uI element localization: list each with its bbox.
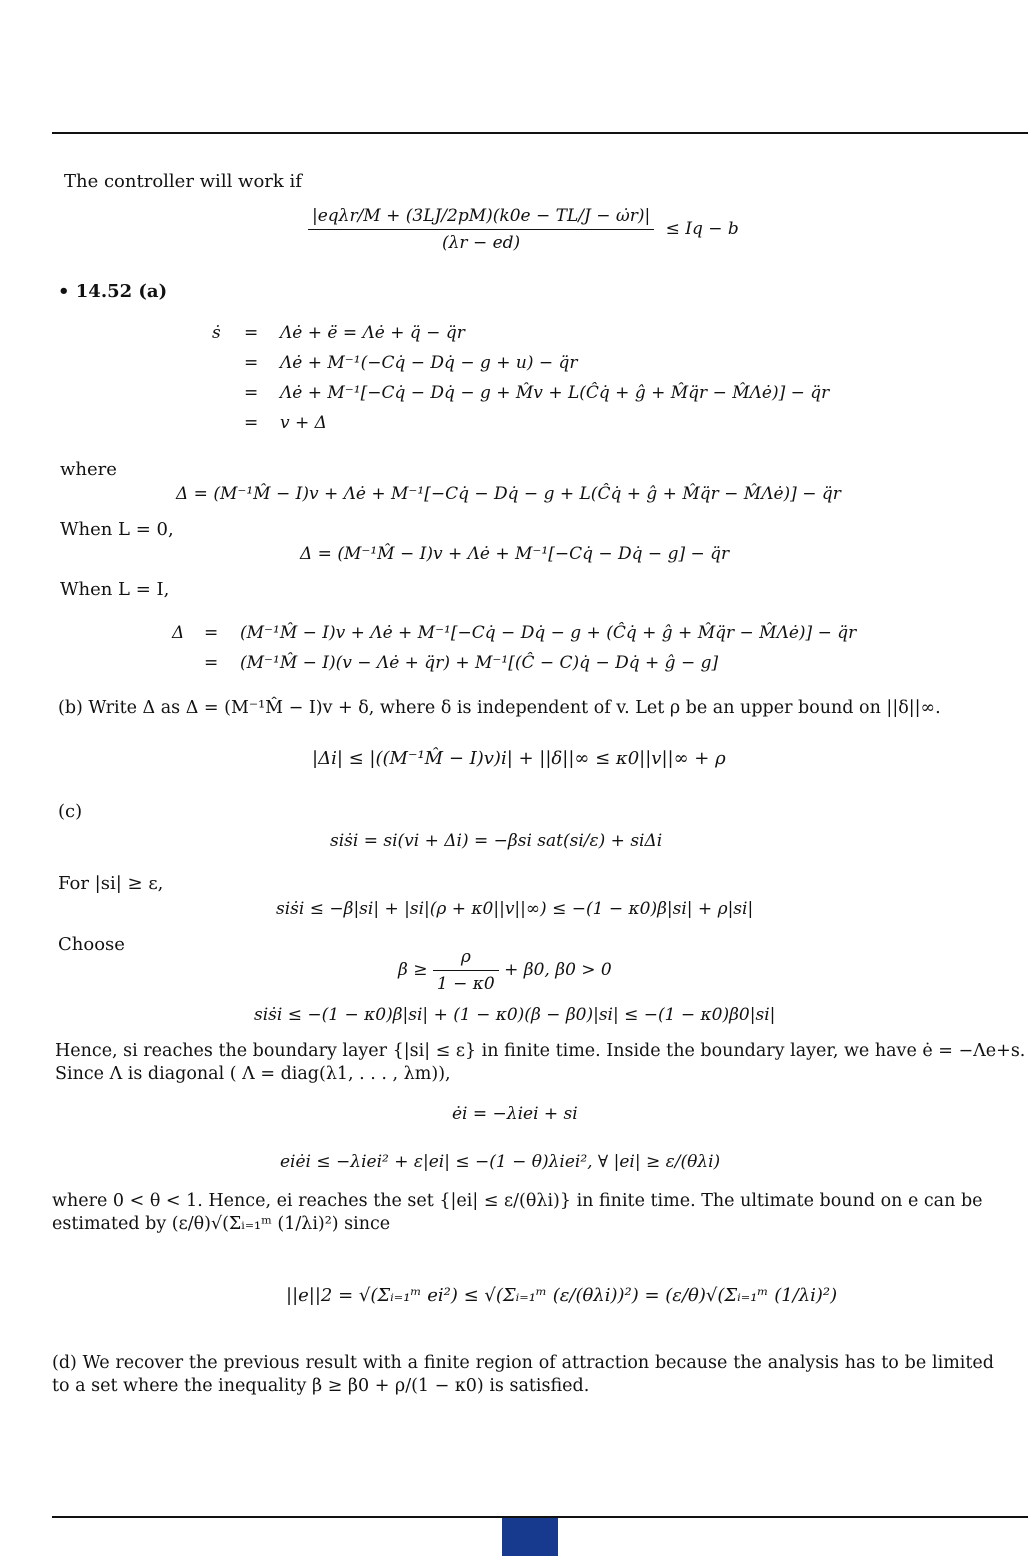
eq-delta-L-zero: Δ = (M⁻¹M̂ − I)v + Λė + M⁻¹[−Cq̇ − Dq̇ − g] − q̈r bbox=[300, 544, 730, 564]
eq-b-eq1: = bbox=[204, 623, 219, 643]
section-heading-14-52: • 14.52 (a) bbox=[58, 281, 168, 302]
part-d-text: (d) We recover the previous result with a finite region of attraction because the analysis has to be limited to a set where the inequality β ≥ β0 + ρ/(1 − κ0) is satisfied. bbox=[52, 1353, 994, 1396]
eq-part-c-4: siṡi ≤ −(1 − κ0)β|si| + (1 − κ0)(β − β0)|si| ≤ −(1 − κ0)β0|si| bbox=[254, 1005, 776, 1025]
eq-a-eq2: = bbox=[244, 353, 259, 373]
eq-b-rhs1: (M⁻¹M̂ − I)v + Λė + M⁻¹[−Cq̇ − Dq̇ − g + (Ĉq̇ + ĝ + M̂q̈r − M̂Λė)] − q̈r bbox=[240, 623, 857, 643]
choose-label: Choose bbox=[58, 934, 125, 955]
eq-b-rhs2: (M⁻¹M̂ − I)(v − Λė + q̈r) + M⁻¹[(Ĉ − C)q̇ − Dq̇ + ĝ − g] bbox=[240, 653, 719, 673]
eq-a-lhs: ṡ bbox=[212, 323, 221, 343]
eq-part-c-1: siṡi = si(vi + Δi) = −βsi sat(si/ε) + siΔi bbox=[330, 831, 663, 851]
part-c-label: (c) bbox=[58, 801, 83, 822]
eq-c3-numerator: ρ bbox=[433, 946, 499, 971]
for-si-label: For |si| ≥ ε, bbox=[58, 873, 164, 894]
eq-part-b-bound: |Δi| ≤ |((M⁻¹M̂ − I)v)i| + ||δ||∞ ≤ κ0||v||∞ + ρ bbox=[312, 748, 726, 769]
equation-controller-condition bbox=[308, 205, 739, 254]
when-L-zero: When L = 0, bbox=[60, 519, 174, 540]
eq-a-eq1: = bbox=[244, 323, 259, 343]
where-theta-line1: where 0 < θ < 1. Hence, ei reaches the set {|ei| ≤ ε/(θλi)} in finite time. The ultimate bound on e can be bbox=[52, 1191, 983, 1211]
hence-line2: Since Λ is diagonal ( Λ = diag(λ1, . . . , λm)), bbox=[55, 1064, 451, 1084]
hence-line1: Hence, si reaches the boundary layer {|si| ≤ ε} in finite time. Inside the boundary layer, we have ė = −Λe+s. bbox=[55, 1041, 1026, 1061]
eq-b-eq2: = bbox=[204, 653, 219, 673]
eq-a-rhs4: v + Δ bbox=[280, 413, 327, 433]
where-theta-line2: estimated by (ε/θ)√(Σᵢ₌₁ᵐ (1/λi)²) since bbox=[52, 1214, 391, 1234]
eq-a-line1 bbox=[212, 322, 465, 344]
eq-c3-lhs: β ≥ bbox=[398, 960, 428, 980]
when-L-identity: When L = I, bbox=[60, 579, 170, 600]
top-rule bbox=[52, 132, 1028, 134]
eq-b-line1 bbox=[172, 622, 857, 644]
intro-text: The controller will work if bbox=[64, 171, 302, 192]
eq-a-eq4: = bbox=[244, 413, 259, 433]
eq-a-rhs3: Λė + M⁻¹[−Cq̇ − Dq̇ − g + M̂v + L(Ĉq̇ + ĝ + M̂q̈r − M̂Λė)] − q̈r bbox=[280, 383, 830, 403]
eq-a-rhs1: Λė + ë = Λė + q̈ − q̈r bbox=[280, 323, 465, 343]
eq-delta-definition: Δ = (M⁻¹M̂ − I)v + Λė + M⁻¹[−Cq̇ − Dq̇ − g + L(Ĉq̇ + ĝ + M̂q̈r − M̂Λė)] − q̈r bbox=[176, 484, 841, 504]
eq-ei-dot: ėi = −λiei + si bbox=[452, 1104, 578, 1124]
eq-norm-bound: ||e||2 = √(Σᵢ₌₁ᵐ ei²) ≤ √(Σᵢ₌₁ᵐ (ε/(θλi))²) = (ε/θ)√(Σᵢ₌₁ᵐ (1/λi)²) bbox=[286, 1285, 838, 1306]
eq-a-rhs2: Λė + M⁻¹(−Cq̇ − Dq̇ − g + u) − q̈r bbox=[280, 353, 578, 373]
eq-c3-rhs: + β0, β0 > 0 bbox=[504, 960, 612, 980]
eq1-denominator: (λr − ed) bbox=[442, 233, 521, 253]
where-label: where bbox=[60, 459, 117, 480]
eq-c3-denominator: 1 − κ0 bbox=[436, 974, 495, 994]
page-footer-tab bbox=[502, 1518, 558, 1556]
eq-a-eq3: = bbox=[244, 383, 259, 403]
part-b-text: (b) Write Δ as Δ = (M⁻¹M̂ − I)v + δ, where δ is independent of v. Let ρ be an upper bound on ||δ||∞. bbox=[58, 698, 941, 718]
eq-ei-eidot: eiėi ≤ −λiei² + ε|ei| ≤ −(1 − θ)λiei², ∀ |ei| ≥ ε/(θλi) bbox=[280, 1152, 721, 1172]
eq1-rhs: ≤ Iq − b bbox=[665, 219, 739, 239]
eq-part-c-2: siṡi ≤ −β|si| + |si|(ρ + κ0||v||∞) ≤ −(1 − κ0)β|si| + ρ|si| bbox=[276, 899, 754, 919]
eq-part-c-3 bbox=[398, 946, 612, 995]
eq1-numerator: |eqλr/M + (3LJ/2pM)(k0e − TL/J − ω̇r)| bbox=[308, 205, 654, 230]
eq-b-lhs: Δ bbox=[172, 623, 185, 643]
